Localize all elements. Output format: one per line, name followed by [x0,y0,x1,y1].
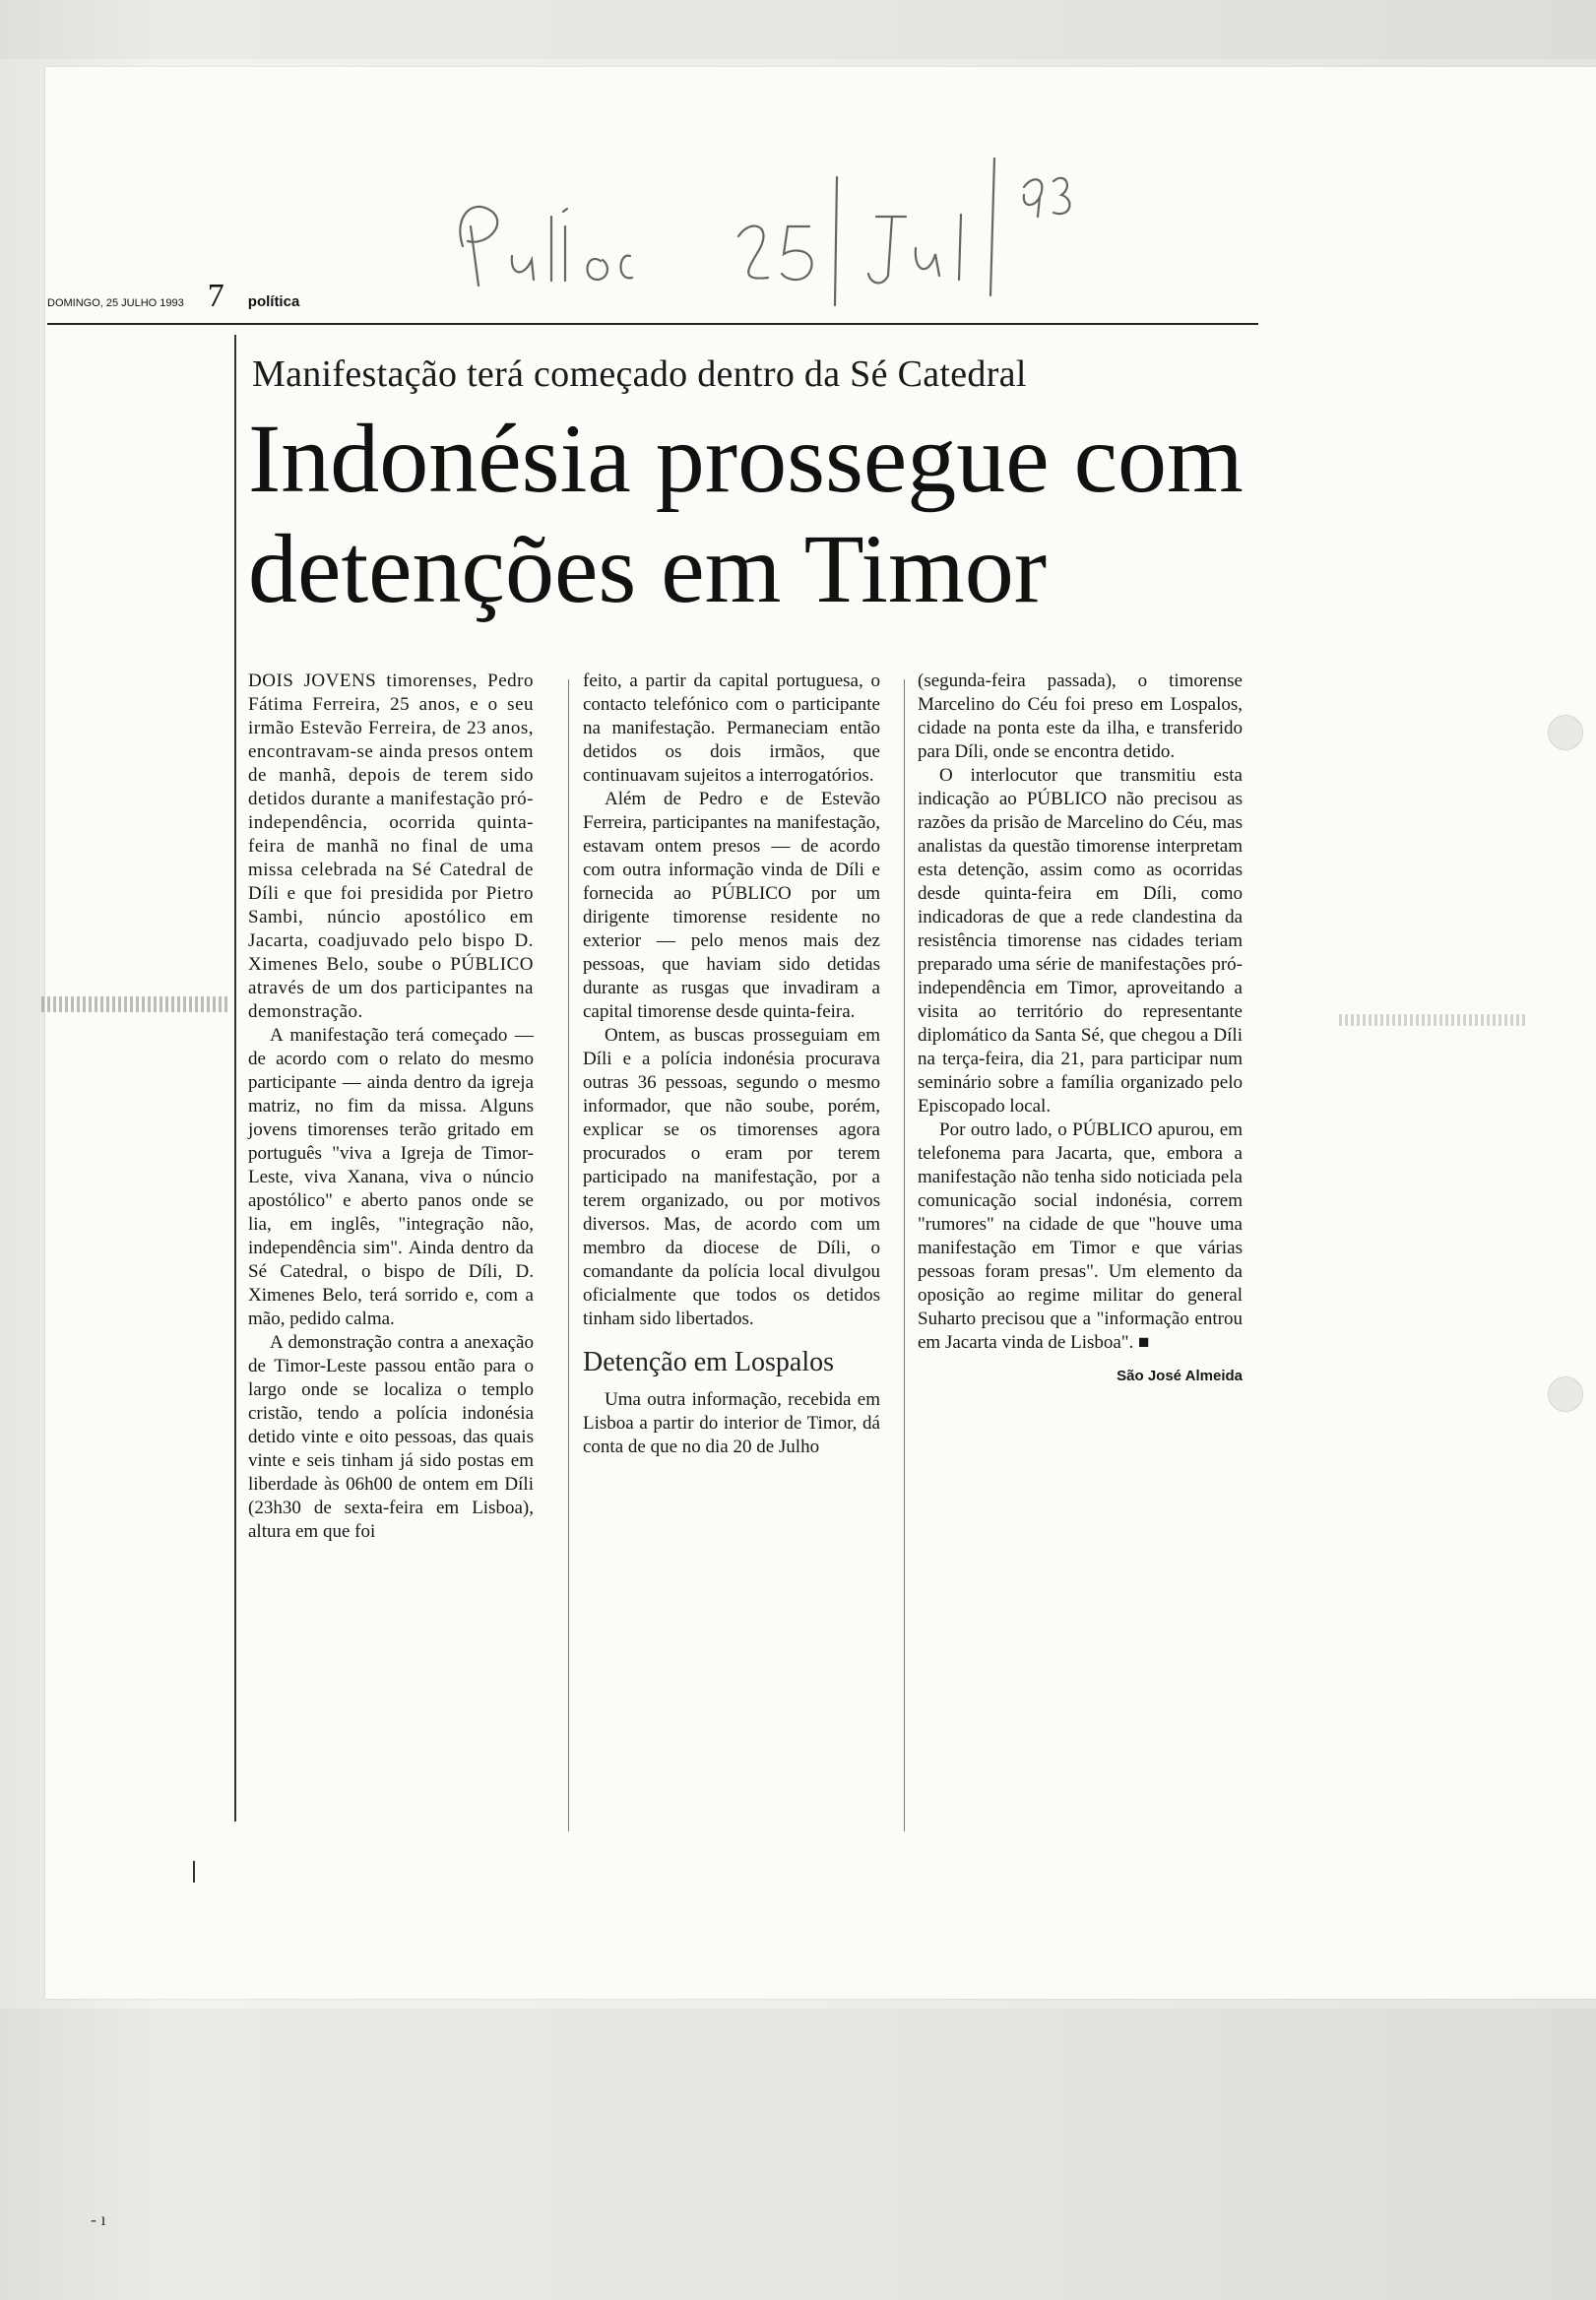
body-paragraph: Ontem, as buscas prosseguiam em Díli e a polícia indonésia procurava outras 36 pessoas, segundo o mesmo informador, que não soube, porém, explicar se os timorenses agora procurados o eram por terem participado na manifestação, por a terem organizado, ou por motivos diversos. Mas, de acordo com um membro da diocese de Díli, o comandante da polícia local divulgou oficialmente que todos os detidos tinham sido libertados. [583,1025,880,1329]
header-rule [47,323,1258,325]
article-byline: São José Almeida [1117,1368,1243,1384]
folio-page-number: 7 [207,278,224,314]
body-paragraph: feito, a partir da capital portuguesa, o contacto telefónico com o participante na manifestação. Permaneciam então detidos os dois irmãos, que continuavam sujeitos a interrogatórios. [583,671,880,786]
scan-artifact [1339,1014,1526,1026]
punch-hole [1548,1376,1583,1412]
body-paragraph: Uma outra informação, recebida em Lisboa a partir do interior de Timor, dá conta de que no dia 20 de Julho [583,1389,880,1457]
article-column-2 [583,670,880,1459]
article-headline: Indonésia prossegue com detenções em Timor [248,404,1244,623]
scan-artifact [41,996,228,1012]
page-folio [47,278,299,315]
body-paragraph: Por outro lado, o PÚBLICO apurou, em telefonema para Jacarta, que, embora a manifestação não tenha sido noticiada pela comunicação social indonésia, correm "rumores" na cidade de que "houve uma manifestação em Timor e que várias pessoas foram presas". Um elemento da oposição ao regime militar do general Suharto precisou que a "informação entrou em Jacarta vinda de Lisboa". ■ [918,1119,1243,1353]
margin-mark [193,1861,195,1883]
body-paragraph: A demonstração contra a anexação de Timor-Leste passou então para o largo onde se localiza o templo cristão, tendo a polícia indonésia detido vinte e oito pessoas, das quais vinte e seis tinham já sido postas em liberdade às 06h00 de ontem em Díli (23h30 de sexta-feira em Lisboa), altura em que foi [248,1332,534,1542]
article-column-1 [248,670,534,1544]
body-paragraph: A manifestação terá começado — de acordo com o relato do mesmo participante — ainda dentro da igreja matriz, no fim da missa. Alguns jovens timorenses terão gritado em português "viva a Igreja de Timor-Leste, viva Xanana, viva o núncio apostólico" e aberto panos onde se lia, em inglês, "integração não, independência sim". Ainda dentro da Sé Catedral, o bispo de Díli, D. Ximenes Belo, terá sorrido e, com a mão, pedido calma. [248,1025,534,1329]
article-left-rule [234,335,236,1821]
column-rule [568,679,569,1831]
body-paragraph: O interlocutor que transmitiu esta indicação ao PÚBLICO não precisou as razões da prisão de Marcelino do Céu, mas analistas da questão timorense interpretam esta detenção, assim como as ocorridas desde quinta-feira em Díli, como indicadoras de que a rede clandestina da resistência timorense nas cidades teriam preparado uma série de manifestações pró-independência em Timor, aproveitando a visita ao território do representante diplomático da Santa Sé, que chegou a Díli na terça-feira, dia 21, para participar num seminário sobre a família organizado pelo Episcopado local. [918,765,1243,1117]
body-paragraph: DOIS JOVENS timorenses, Pedro Fátima Ferreira, 25 anos, e o seu irmão Estevão Ferreira, de 23 anos, encontravam-se ainda presos ontem de manhã, depois de terem sido detidos durante a manifestação pró-independência, ocorrida quinta-feira de manhã no final de uma missa celebrada na Sé Catedral de Díli e que foi presidida por Pietro Sambi, núncio apostólico em Jacarta, coadjuvado pelo bispo D. Ximenes Belo, soube o PÚBLICO através de um dos participantes na demonstração. [248,671,534,1022]
body-paragraph: Além de Pedro e de Estevão Ferreira, participantes na manifestação, estavam ontem presos — de acordo com outra informação vinda de Díli e fornecida ao PÚBLICO por um dirigente timorense residente no exterior — pelo menos mais dez pessoas, que haviam sido detidas durante as rusgas que invadiram a capital timorense desde quinta-feira. [583,789,880,1022]
handwritten-date-note [443,158,1073,315]
folio-section: política [247,293,300,310]
section-subhead: Detenção em Lospalos [583,1347,835,1377]
scan-band-top [0,0,1596,59]
article-kicker: Manifestação terá começado dentro da Sé Catedral [252,353,1027,395]
margin-mark: - ı [91,2209,106,2229]
article-column-3 [918,670,1243,1388]
folio-date: DOMINGO, 25 JULHO 1993 [47,297,184,309]
scan-band-bottom [0,2009,1596,2300]
punch-hole [1548,715,1583,750]
column-rule [904,679,905,1831]
body-paragraph: (segunda-feira passada), o timorense Marcelino do Céu foi preso em Lospalos, cidade na ponta este da ilha, e transferido para Díli, onde se encontra detido. [918,671,1243,762]
